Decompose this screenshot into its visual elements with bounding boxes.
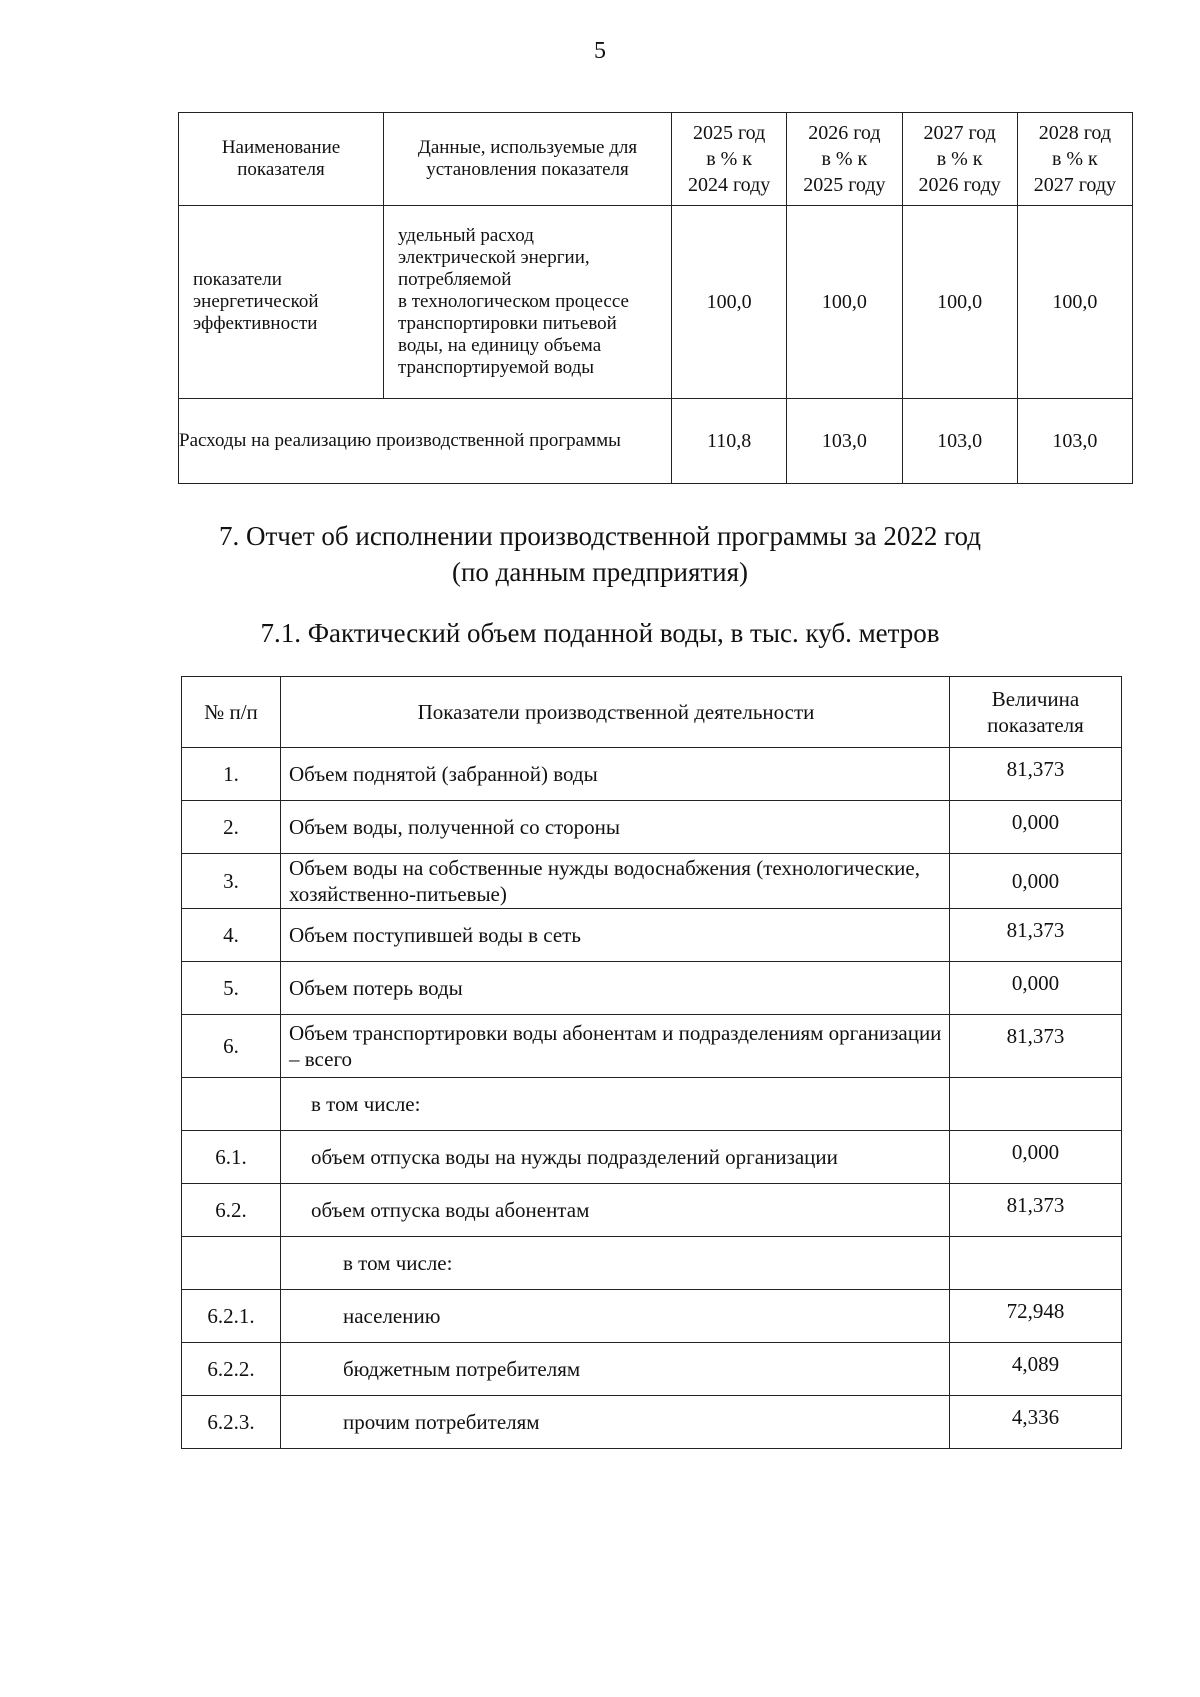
- row-value: 4,089: [950, 1343, 1122, 1396]
- header-year-2028: [1017, 113, 1132, 206]
- row-indicator: прочим потребителям: [281, 1396, 950, 1449]
- table-row: [179, 399, 1133, 484]
- row-value: 0,000: [950, 854, 1122, 909]
- row-number: 5.: [182, 962, 281, 1015]
- row-value: 110,8: [672, 399, 787, 484]
- row-indicator: Объем потерь воды: [281, 962, 950, 1015]
- row-value: 103,0: [787, 399, 902, 484]
- row-indicator-name: показатели энергетической эффективности: [179, 206, 384, 399]
- table-row: [182, 1237, 1122, 1290]
- header-source-data: Данные, используемые для установления показателя: [384, 113, 672, 206]
- row-source-data: [384, 206, 672, 399]
- header-year-line: в % к: [821, 148, 868, 170]
- row-value: 81,373: [950, 909, 1122, 962]
- table-row: [182, 1343, 1122, 1396]
- row-number: 6.2.: [182, 1184, 281, 1237]
- row-value: [950, 1237, 1122, 1290]
- table-row: [182, 1015, 1122, 1078]
- row-number: [182, 1237, 281, 1290]
- row-indicator-name: Расходы на реализацию производственной программы: [179, 399, 672, 484]
- row-value: 81,373: [950, 1015, 1122, 1078]
- row-number: 6.2.3.: [182, 1396, 281, 1449]
- header-year-line: 2027 году: [1033, 174, 1117, 196]
- row-number: 3.: [182, 854, 281, 909]
- row-value: 100,0: [672, 206, 787, 399]
- table-row: [182, 962, 1122, 1015]
- row-indicator: Объем воды на собственные нужды водоснабжения (технологические, хозяйственно-питьевые): [281, 854, 950, 909]
- header-year-2027: [902, 113, 1017, 206]
- section-heading-line: 7. Отчет об исполнении производственной программы за 2022 год: [218, 521, 982, 551]
- table-row: [182, 801, 1122, 854]
- page-number: 5: [594, 38, 606, 64]
- table-row: [182, 748, 1122, 801]
- row-value: 100,0: [902, 206, 1017, 399]
- table-row: [182, 1078, 1122, 1131]
- row-indicator: в том числе:: [281, 1078, 950, 1131]
- source-line: удельный расход: [398, 225, 534, 246]
- header-number: № п/п: [182, 677, 281, 748]
- header-year-line: в % к: [1051, 148, 1098, 170]
- row-indicator: в том числе:: [281, 1237, 950, 1290]
- source-line: транспортировки питьевой: [398, 313, 617, 334]
- header-year-line: 2028 год: [1038, 122, 1112, 144]
- indicators-table: [178, 112, 1133, 484]
- section-heading: [0, 518, 1200, 590]
- table-row: [179, 206, 1133, 399]
- row-indicator: Объем поступившей воды в сеть: [281, 909, 950, 962]
- source-line: транспортируемой воды: [398, 357, 595, 378]
- table-header-row: [182, 677, 1122, 748]
- row-value: [950, 1078, 1122, 1131]
- row-indicator: населению: [281, 1290, 950, 1343]
- row-indicator: объем отпуска воды на нужды подразделений организации: [281, 1131, 950, 1184]
- table-row: [182, 1184, 1122, 1237]
- header-year-line: 2027 год: [923, 122, 996, 144]
- row-number: 2.: [182, 801, 281, 854]
- header-year-line: 2026 году: [918, 174, 1001, 196]
- subsection-heading: 7.1. Фактический объем поданной воды, в тыс. куб. метров: [260, 618, 940, 648]
- water-volume-table: [181, 676, 1122, 1449]
- header-year-line: 2025 год: [692, 122, 766, 144]
- header-year-2025: [672, 113, 787, 206]
- row-number: 6.: [182, 1015, 281, 1078]
- source-line: воды, на единицу объема: [398, 335, 602, 356]
- header-year-line: в % к: [706, 148, 753, 170]
- row-value: 103,0: [902, 399, 1017, 484]
- row-indicator: Объем транспортировки воды абонентам и подразделениям организации – всего: [281, 1015, 950, 1078]
- row-number: 1.: [182, 748, 281, 801]
- source-line: электрической энергии,: [398, 247, 590, 268]
- row-indicator: бюджетным потребителям: [281, 1343, 950, 1396]
- table-row: [182, 1131, 1122, 1184]
- header-year-line: 2024 году: [687, 174, 771, 196]
- row-value: 100,0: [787, 206, 902, 399]
- table-row: [182, 1290, 1122, 1343]
- row-value: 0,000: [950, 962, 1122, 1015]
- row-number: 6.2.1.: [182, 1290, 281, 1343]
- row-value: 0,000: [950, 1131, 1122, 1184]
- header-indicator-name: Наименование показателя: [179, 113, 384, 206]
- row-number: 4.: [182, 909, 281, 962]
- row-value: 4,336: [950, 1396, 1122, 1449]
- table-header-row: [179, 113, 1133, 206]
- row-number: 6.1.: [182, 1131, 281, 1184]
- row-value: 72,948: [950, 1290, 1122, 1343]
- header-year-line: в % к: [936, 148, 983, 170]
- row-indicator: объем отпуска воды абонентам: [281, 1184, 950, 1237]
- table-row: [182, 854, 1122, 909]
- row-indicator: Объем воды, полученной со стороны: [281, 801, 950, 854]
- header-indicator: Показатели производственной деятельности: [281, 677, 950, 748]
- header-year-2026: [787, 113, 902, 206]
- source-line: в технологическом процессе: [398, 291, 629, 312]
- row-number: [182, 1078, 281, 1131]
- section-heading-line: (по данным предприятия): [451, 557, 749, 587]
- row-value: 81,373: [950, 1184, 1122, 1237]
- header-value: Величина показателя: [950, 677, 1122, 748]
- row-value: 100,0: [1017, 206, 1132, 399]
- row-value: 103,0: [1017, 399, 1132, 484]
- row-value: 0,000: [950, 801, 1122, 854]
- row-value: 81,373: [950, 748, 1122, 801]
- header-year-line: 2025 году: [803, 174, 886, 196]
- source-line: потребляемой: [398, 269, 512, 290]
- table-row: [182, 1396, 1122, 1449]
- table-row: [182, 909, 1122, 962]
- row-indicator: Объем поднятой (забранной) воды: [281, 748, 950, 801]
- header-year-line: 2026 год: [808, 122, 881, 144]
- row-number: 6.2.2.: [182, 1343, 281, 1396]
